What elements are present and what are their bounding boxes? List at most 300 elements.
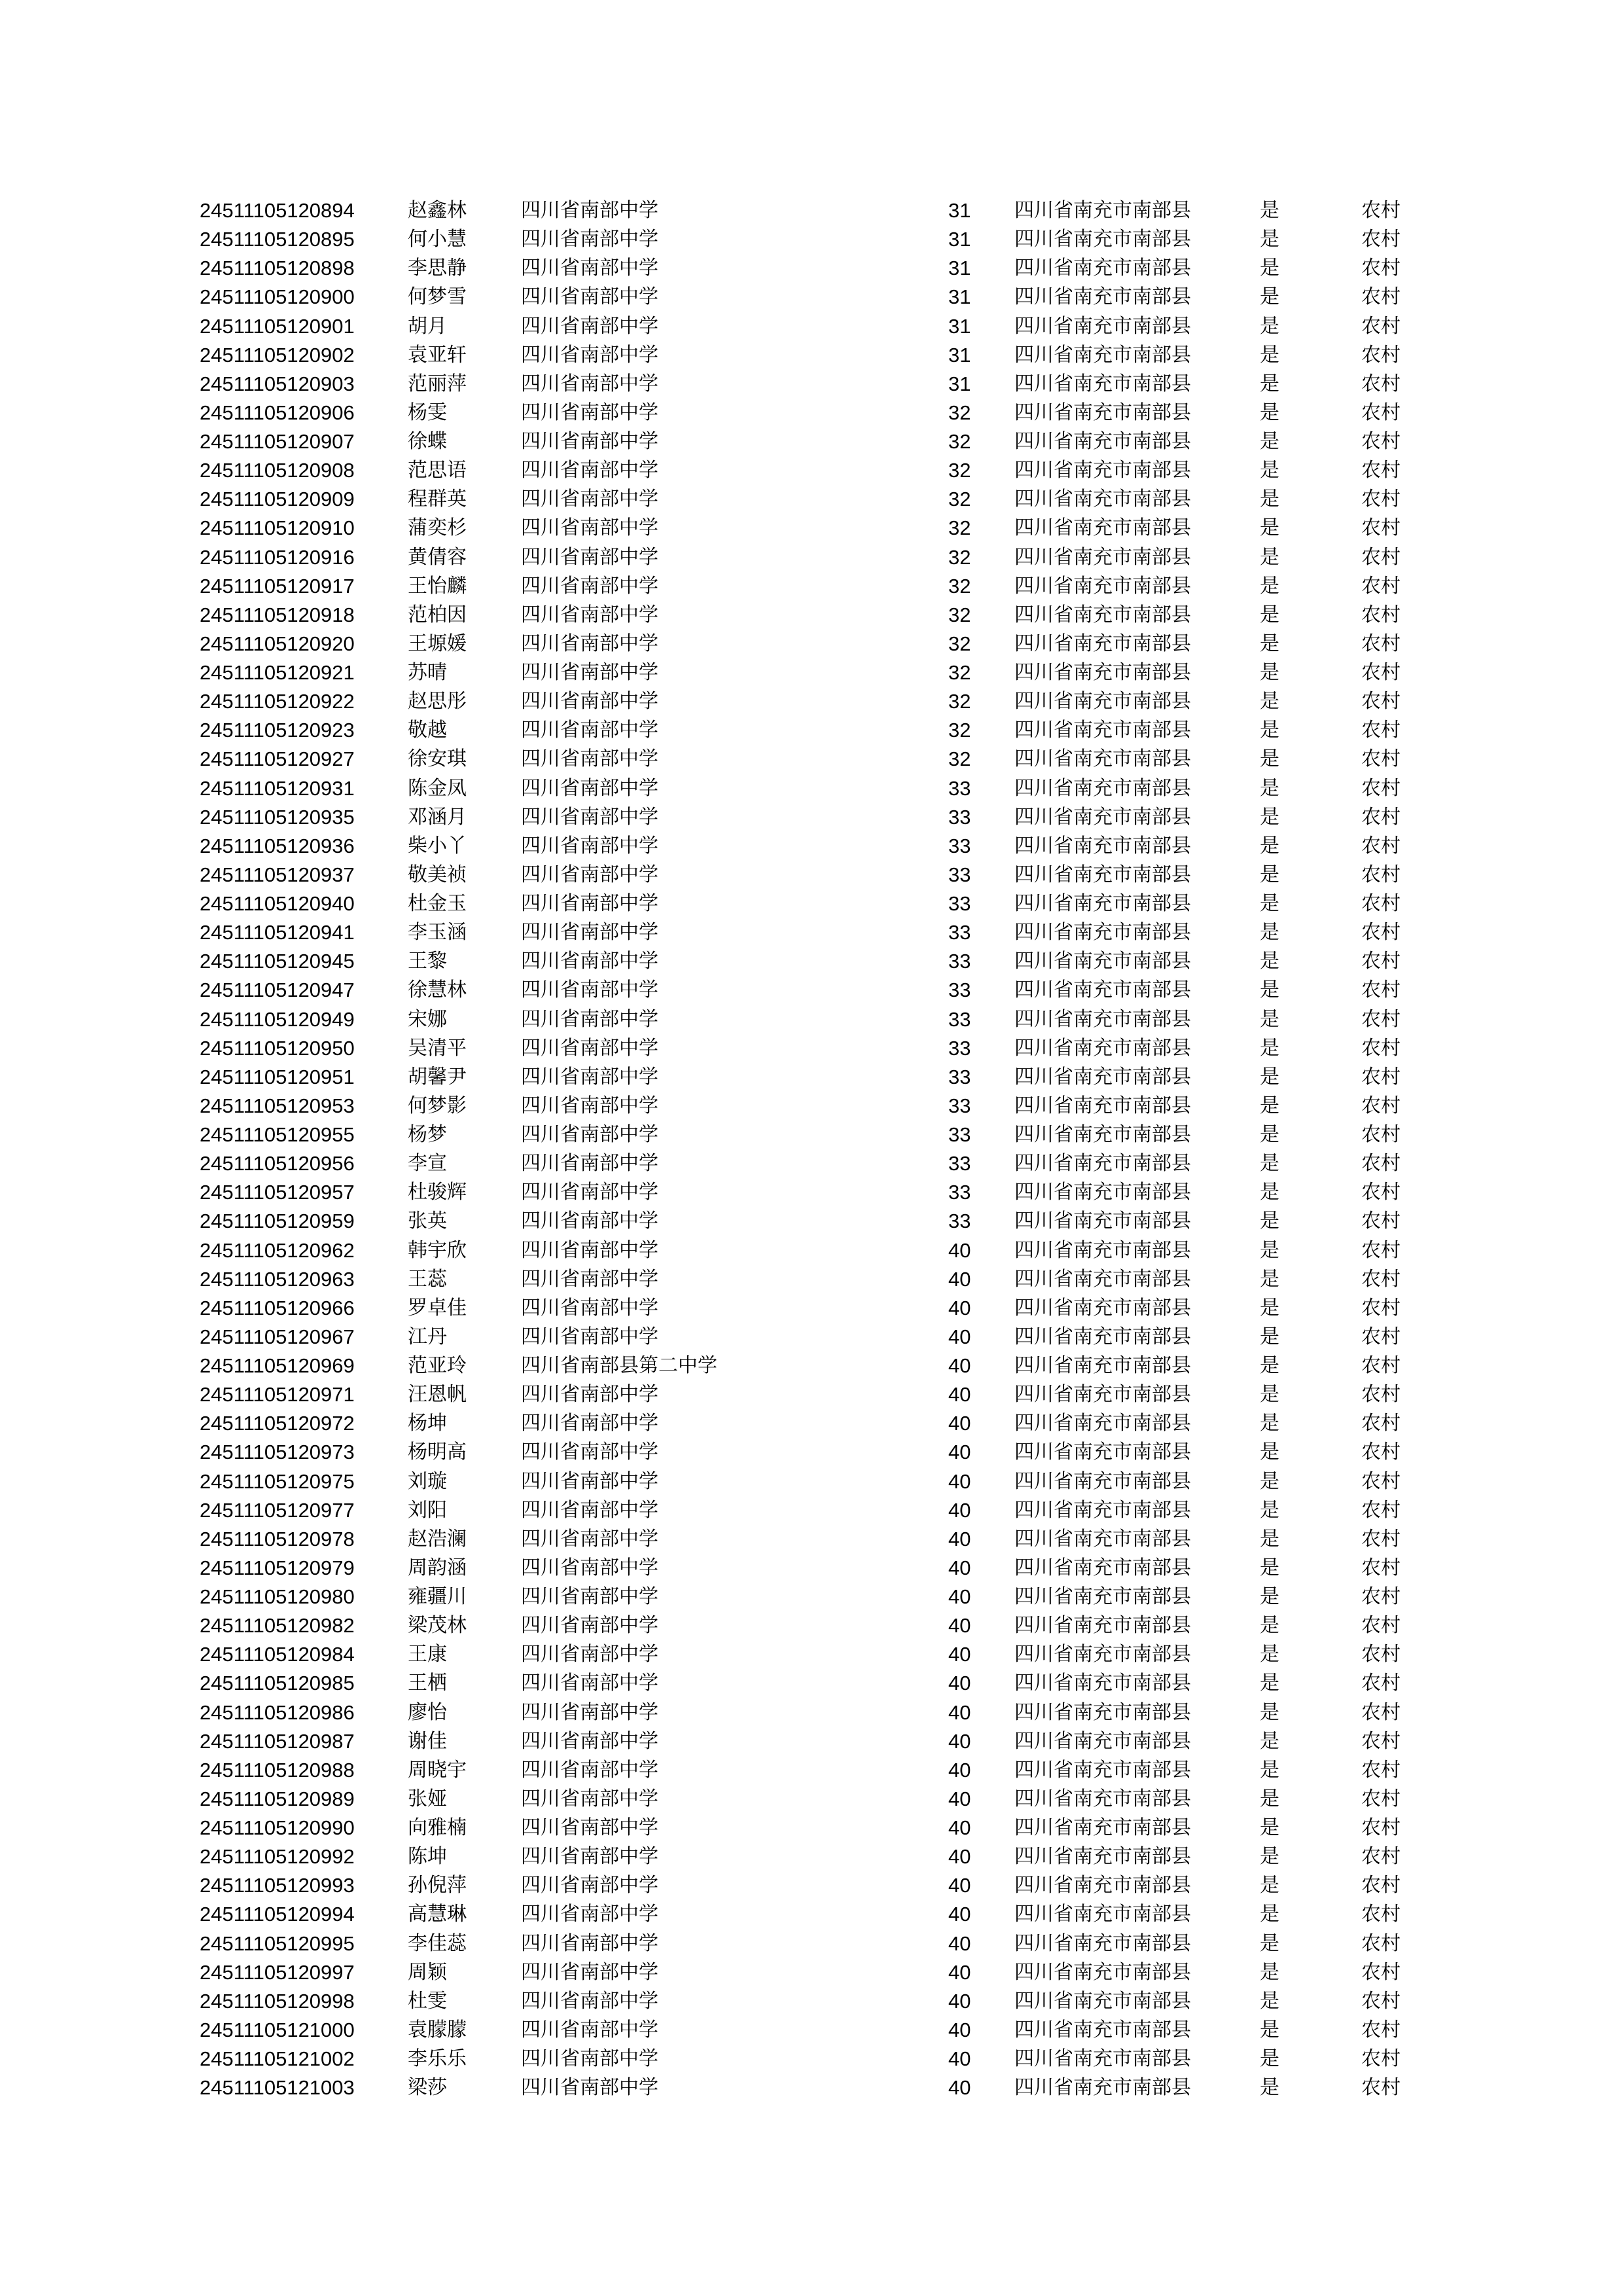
exam-id-cell: 24511105120951 — [200, 1065, 355, 1088]
region-cell: 四川省南充市南部县 — [1014, 2076, 1191, 2100]
school-cell: 四川省南部中学 — [521, 834, 658, 857]
exam-id-cell: 24511105120953 — [200, 1094, 355, 1117]
flag-cell: 是 — [1260, 892, 1279, 915]
code-cell: 40 — [948, 2076, 971, 2100]
flag-cell: 是 — [1260, 1527, 1279, 1551]
region-cell: 四川省南充市南部县 — [1014, 1556, 1191, 1579]
area-type-cell: 农村 — [1361, 921, 1400, 944]
exam-id-cell: 24511105120937 — [200, 863, 355, 886]
school-cell: 四川省南部中学 — [521, 1903, 658, 1926]
code-cell: 33 — [948, 1036, 971, 1060]
exam-id-cell: 24511105120931 — [200, 776, 355, 800]
student-name-cell: 王怡麟 — [408, 574, 467, 598]
table-row — [0, 312, 1623, 341]
table-row — [0, 1842, 1623, 1871]
region-cell: 四川省南充市南部县 — [1014, 632, 1191, 655]
exam-id-cell: 24511105120940 — [200, 892, 355, 915]
code-cell: 33 — [948, 892, 971, 915]
code-cell: 40 — [948, 1989, 971, 2013]
flag-cell: 是 — [1260, 1383, 1279, 1407]
area-type-cell: 农村 — [1361, 1383, 1400, 1407]
school-cell: 四川省南部中学 — [521, 719, 658, 742]
region-cell: 四川省南充市南部县 — [1014, 805, 1191, 829]
flag-cell: 是 — [1260, 1960, 1279, 1984]
code-cell: 31 — [948, 285, 971, 309]
exam-id-cell: 24511105121003 — [200, 2076, 355, 2100]
table-row — [0, 918, 1623, 947]
table-row — [0, 1496, 1623, 1525]
region-cell: 四川省南充市南部县 — [1014, 921, 1191, 944]
code-cell: 40 — [948, 1412, 971, 1435]
area-type-cell: 农村 — [1361, 1960, 1400, 1984]
exam-id-cell: 24511105120972 — [200, 1412, 355, 1435]
exam-id-cell: 24511105120994 — [200, 1903, 355, 1926]
school-cell: 四川省南部中学 — [521, 228, 658, 251]
region-cell: 四川省南充市南部县 — [1014, 314, 1191, 338]
exam-id-cell: 24511105120910 — [200, 516, 355, 540]
area-type-cell: 农村 — [1361, 545, 1400, 569]
student-name-cell: 向雅楠 — [408, 1816, 467, 1839]
code-cell: 40 — [948, 1874, 971, 1897]
school-cell: 四川省南部中学 — [521, 690, 658, 713]
area-type-cell: 农村 — [1361, 1758, 1400, 1782]
area-type-cell: 农村 — [1361, 1845, 1400, 1869]
region-cell: 四川省南充市南部县 — [1014, 488, 1191, 511]
flag-cell: 是 — [1260, 459, 1279, 482]
table-row — [0, 341, 1623, 370]
region-cell: 四川省南充市南部县 — [1014, 1441, 1191, 1464]
area-type-cell: 农村 — [1361, 1556, 1400, 1579]
student-name-cell: 张娅 — [408, 1787, 447, 1810]
exam-id-cell: 24511105120967 — [200, 1325, 355, 1348]
area-type-cell: 农村 — [1361, 690, 1400, 713]
region-cell: 四川省南充市南部县 — [1014, 401, 1191, 424]
exam-id-cell: 24511105120988 — [200, 1758, 355, 1782]
code-cell: 32 — [948, 516, 971, 540]
exam-id-cell: 24511105120894 — [200, 199, 355, 222]
exam-id-cell: 24511105120909 — [200, 488, 355, 511]
school-cell: 四川省南部中学 — [521, 603, 658, 626]
region-cell: 四川省南充市南部县 — [1014, 1585, 1191, 1608]
student-name-cell: 李佳蕊 — [408, 1931, 467, 1955]
code-cell: 40 — [948, 1556, 971, 1579]
flag-cell: 是 — [1260, 372, 1279, 395]
code-cell: 32 — [948, 632, 971, 655]
code-cell: 40 — [948, 1469, 971, 1493]
exam-id-cell: 24511105120950 — [200, 1036, 355, 1060]
code-cell: 33 — [948, 1065, 971, 1088]
table-row — [0, 1352, 1623, 1380]
exam-id-cell: 24511105120959 — [200, 1210, 355, 1233]
school-cell: 四川省南部中学 — [521, 1094, 658, 1117]
exam-id-cell: 24511105120900 — [200, 285, 355, 309]
flag-cell: 是 — [1260, 1210, 1279, 1233]
student-name-cell: 李宣 — [408, 1152, 447, 1175]
region-cell: 四川省南充市南部县 — [1014, 1065, 1191, 1088]
code-cell: 33 — [948, 1007, 971, 1031]
table-row — [0, 1034, 1623, 1063]
code-cell: 33 — [948, 1123, 971, 1146]
table-row — [0, 1583, 1623, 1611]
area-type-cell: 农村 — [1361, 1498, 1400, 1522]
flag-cell: 是 — [1260, 1238, 1279, 1262]
region-cell: 四川省南充市南部县 — [1014, 1325, 1191, 1348]
region-cell: 四川省南充市南部县 — [1014, 1412, 1191, 1435]
code-cell: 40 — [948, 1700, 971, 1724]
exam-id-cell: 24511105120906 — [200, 401, 355, 424]
code-cell: 40 — [948, 1816, 971, 1839]
table-row — [0, 832, 1623, 861]
table-row — [0, 1611, 1623, 1640]
school-cell: 四川省南部中学 — [521, 776, 658, 800]
table-row — [0, 225, 1623, 254]
flag-cell: 是 — [1260, 921, 1279, 944]
code-cell: 31 — [948, 343, 971, 367]
table-row — [0, 1698, 1623, 1727]
region-cell: 四川省南充市南部县 — [1014, 459, 1191, 482]
table-row — [0, 196, 1623, 225]
student-name-cell: 杜雯 — [408, 1989, 447, 2013]
code-cell: 32 — [948, 690, 971, 713]
school-cell: 四川省南部中学 — [521, 285, 658, 309]
area-type-cell: 农村 — [1361, 430, 1400, 453]
region-cell: 四川省南充市南部县 — [1014, 776, 1191, 800]
exam-id-cell: 24511105120903 — [200, 372, 355, 395]
flag-cell: 是 — [1260, 719, 1279, 742]
region-cell: 四川省南充市南部县 — [1014, 1354, 1191, 1377]
table-row — [0, 514, 1623, 543]
area-type-cell: 农村 — [1361, 892, 1400, 915]
code-cell: 40 — [948, 1729, 971, 1753]
student-name-cell: 徐慧林 — [408, 978, 467, 1002]
area-type-cell: 农村 — [1361, 1267, 1400, 1291]
region-cell: 四川省南充市南部县 — [1014, 1845, 1191, 1869]
student-name-cell: 刘璇 — [408, 1469, 447, 1493]
region-cell: 四川省南充市南部县 — [1014, 863, 1191, 886]
table-row — [0, 543, 1623, 572]
flag-cell: 是 — [1260, 1643, 1279, 1666]
region-cell: 四川省南充市南部县 — [1014, 1498, 1191, 1522]
area-type-cell: 农村 — [1361, 199, 1400, 222]
table-row — [0, 1785, 1623, 1814]
flag-cell: 是 — [1260, 1267, 1279, 1291]
area-type-cell: 农村 — [1361, 1152, 1400, 1175]
student-name-cell: 雍疆川 — [408, 1585, 467, 1608]
table-row — [0, 774, 1623, 803]
table-row — [0, 1525, 1623, 1554]
school-cell: 四川省南部中学 — [521, 516, 658, 540]
area-type-cell: 农村 — [1361, 834, 1400, 857]
school-cell: 四川省南部中学 — [521, 1960, 658, 1984]
region-cell: 四川省南充市南部县 — [1014, 1614, 1191, 1638]
area-type-cell: 农村 — [1361, 1787, 1400, 1810]
table-row — [0, 658, 1623, 687]
school-cell: 四川省南部中学 — [521, 863, 658, 886]
school-cell: 四川省南部中学 — [521, 314, 658, 338]
table-row — [0, 2016, 1623, 2045]
school-cell: 四川省南部中学 — [521, 892, 658, 915]
school-cell: 四川省南部中学 — [521, 1469, 658, 1493]
code-cell: 40 — [948, 1383, 971, 1407]
region-cell: 四川省南充市南部县 — [1014, 1267, 1191, 1291]
table-row — [0, 1178, 1623, 1207]
area-type-cell: 农村 — [1361, 1903, 1400, 1926]
flag-cell: 是 — [1260, 1152, 1279, 1175]
table-row — [0, 485, 1623, 514]
exam-id-cell: 24511105120917 — [200, 574, 355, 598]
area-type-cell: 农村 — [1361, 1816, 1400, 1839]
region-cell: 四川省南充市南部县 — [1014, 1903, 1191, 1926]
area-type-cell: 农村 — [1361, 1874, 1400, 1897]
exam-id-cell: 24511105120977 — [200, 1498, 355, 1522]
region-cell: 四川省南充市南部县 — [1014, 1210, 1191, 1233]
student-name-cell: 廖怡 — [408, 1700, 447, 1724]
table-row — [0, 1871, 1623, 1900]
school-cell: 四川省南部中学 — [521, 1036, 658, 1060]
exam-id-cell: 24511105120995 — [200, 1931, 355, 1955]
student-name-cell: 李思静 — [408, 257, 467, 280]
flag-cell: 是 — [1260, 1036, 1279, 1060]
school-cell: 四川省南部中学 — [521, 1181, 658, 1204]
school-cell: 四川省南部中学 — [521, 1643, 658, 1666]
area-type-cell: 农村 — [1361, 978, 1400, 1002]
region-cell: 四川省南充市南部县 — [1014, 978, 1191, 1002]
student-name-cell: 梁茂林 — [408, 1614, 467, 1638]
table-row — [0, 1554, 1623, 1583]
table-row — [0, 1669, 1623, 1698]
school-cell: 四川省南部中学 — [521, 2047, 658, 2070]
code-cell: 40 — [948, 2047, 971, 2070]
school-cell: 四川省南部中学 — [521, 1729, 658, 1753]
code-cell: 40 — [948, 1267, 971, 1291]
area-type-cell: 农村 — [1361, 1181, 1400, 1204]
student-name-cell: 周颖 — [408, 1960, 447, 1984]
flag-cell: 是 — [1260, 314, 1279, 338]
exam-id-cell: 24511105120923 — [200, 719, 355, 742]
exam-id-cell: 24511105120962 — [200, 1238, 355, 1262]
area-type-cell: 农村 — [1361, 1296, 1400, 1319]
table-row — [0, 1987, 1623, 2016]
area-type-cell: 农村 — [1361, 1007, 1400, 1031]
student-name-cell: 江丹 — [408, 1325, 447, 1348]
code-cell: 40 — [948, 1238, 971, 1262]
school-cell: 四川省南部中学 — [521, 632, 658, 655]
school-cell: 四川省南部中学 — [521, 978, 658, 1002]
school-cell: 四川省南部中学 — [521, 1123, 658, 1146]
region-cell: 四川省南充市南部县 — [1014, 1238, 1191, 1262]
exam-id-cell: 24511105120984 — [200, 1643, 355, 1666]
area-type-cell: 农村 — [1361, 2076, 1400, 2100]
area-type-cell: 农村 — [1361, 1354, 1400, 1377]
code-cell: 40 — [948, 1614, 971, 1638]
student-name-cell: 周韵涵 — [408, 1556, 467, 1579]
flag-cell: 是 — [1260, 1007, 1279, 1031]
code-cell: 40 — [948, 1758, 971, 1782]
school-cell: 四川省南部中学 — [521, 343, 658, 367]
exam-id-cell: 24511105120986 — [200, 1700, 355, 1724]
school-cell: 四川省南部中学 — [521, 1816, 658, 1839]
table-row — [0, 254, 1623, 283]
student-name-cell: 何梦雪 — [408, 285, 467, 309]
student-name-cell: 敬越 — [408, 719, 447, 742]
flag-cell: 是 — [1260, 516, 1279, 540]
student-name-cell: 程群英 — [408, 488, 467, 511]
school-cell: 四川省南部中学 — [521, 199, 658, 222]
exam-id-cell: 24511105120916 — [200, 545, 355, 569]
code-cell: 33 — [948, 776, 971, 800]
table-row — [0, 1207, 1623, 1236]
code-cell: 31 — [948, 199, 971, 222]
school-cell: 四川省南部中学 — [521, 1700, 658, 1724]
code-cell: 31 — [948, 228, 971, 251]
area-type-cell: 农村 — [1361, 1643, 1400, 1666]
region-cell: 四川省南充市南部县 — [1014, 1672, 1191, 1695]
flag-cell: 是 — [1260, 1181, 1279, 1204]
area-type-cell: 农村 — [1361, 257, 1400, 280]
table-row — [0, 1438, 1623, 1467]
region-cell: 四川省南充市南部县 — [1014, 343, 1191, 367]
school-cell: 四川省南部中学 — [521, 805, 658, 829]
exam-id-cell: 24511105120902 — [200, 343, 355, 367]
student-name-cell: 范丽萍 — [408, 372, 467, 395]
student-table — [0, 196, 1623, 2102]
flag-cell: 是 — [1260, 1123, 1279, 1146]
table-row — [0, 2045, 1623, 2073]
flag-cell: 是 — [1260, 690, 1279, 713]
flag-cell: 是 — [1260, 978, 1279, 1002]
area-type-cell: 农村 — [1361, 488, 1400, 511]
flag-cell: 是 — [1260, 1700, 1279, 1724]
area-type-cell: 农村 — [1361, 632, 1400, 655]
student-name-cell: 袁亚轩 — [408, 343, 467, 367]
exam-id-cell: 24511105120998 — [200, 1989, 355, 2013]
table-row — [0, 399, 1623, 427]
table-row — [0, 687, 1623, 716]
table-row — [0, 745, 1623, 774]
region-cell: 四川省南充市南部县 — [1014, 516, 1191, 540]
area-type-cell: 农村 — [1361, 516, 1400, 540]
area-type-cell: 农村 — [1361, 1931, 1400, 1955]
student-name-cell: 邓涵月 — [408, 805, 467, 829]
table-row — [0, 2073, 1623, 2102]
table-row — [0, 1092, 1623, 1121]
flag-cell: 是 — [1260, 1845, 1279, 1869]
exam-id-cell: 24511105120901 — [200, 314, 355, 338]
code-cell: 40 — [948, 1441, 971, 1464]
flag-cell: 是 — [1260, 747, 1279, 771]
area-type-cell: 农村 — [1361, 314, 1400, 338]
student-name-cell: 梁莎 — [408, 2076, 447, 2100]
area-type-cell: 农村 — [1361, 401, 1400, 424]
exam-id-cell: 24511105120907 — [200, 430, 355, 453]
flag-cell: 是 — [1260, 401, 1279, 424]
school-cell: 四川省南部中学 — [521, 1238, 658, 1262]
student-name-cell: 韩宇欣 — [408, 1238, 467, 1262]
area-type-cell: 农村 — [1361, 459, 1400, 482]
area-type-cell: 农村 — [1361, 747, 1400, 771]
code-cell: 32 — [948, 488, 971, 511]
exam-id-cell: 24511105121000 — [200, 2018, 355, 2041]
region-cell: 四川省南充市南部县 — [1014, 747, 1191, 771]
area-type-cell: 农村 — [1361, 1527, 1400, 1551]
flag-cell: 是 — [1260, 1758, 1279, 1782]
student-name-cell: 胡月 — [408, 314, 447, 338]
school-cell: 四川省南部中学 — [521, 661, 658, 684]
student-name-cell: 敬美祯 — [408, 863, 467, 886]
table-row — [0, 803, 1623, 832]
area-type-cell: 农村 — [1361, 805, 1400, 829]
area-type-cell: 农村 — [1361, 1729, 1400, 1753]
exam-id-cell: 24511105120985 — [200, 1672, 355, 1695]
flag-cell: 是 — [1260, 1614, 1279, 1638]
exam-id-cell: 24511105120920 — [200, 632, 355, 655]
exam-id-cell: 24511105120978 — [200, 1527, 355, 1551]
school-cell: 四川省南部中学 — [521, 950, 658, 973]
flag-cell: 是 — [1260, 2047, 1279, 2070]
table-row — [0, 1814, 1623, 1842]
table-row — [0, 370, 1623, 399]
region-cell: 四川省南充市南部县 — [1014, 1296, 1191, 1319]
area-type-cell: 农村 — [1361, 950, 1400, 973]
school-cell: 四川省南部中学 — [521, 1614, 658, 1638]
area-type-cell: 农村 — [1361, 574, 1400, 598]
area-type-cell: 农村 — [1361, 719, 1400, 742]
code-cell: 33 — [948, 863, 971, 886]
student-name-cell: 袁朦朦 — [408, 2018, 467, 2041]
school-cell: 四川省南部中学 — [521, 372, 658, 395]
table-row — [0, 1756, 1623, 1785]
region-cell: 四川省南充市南部县 — [1014, 199, 1191, 222]
flag-cell: 是 — [1260, 1412, 1279, 1435]
school-cell: 四川省南部县第二中学 — [521, 1354, 717, 1377]
code-cell: 32 — [948, 719, 971, 742]
area-type-cell: 农村 — [1361, 1325, 1400, 1348]
area-type-cell: 农村 — [1361, 603, 1400, 626]
region-cell: 四川省南充市南部县 — [1014, 1094, 1191, 1117]
exam-id-cell: 24511105120898 — [200, 257, 355, 280]
exam-id-cell: 24511105120990 — [200, 1816, 355, 1839]
table-row — [0, 1236, 1623, 1265]
school-cell: 四川省南部中学 — [521, 1267, 658, 1291]
flag-cell: 是 — [1260, 1874, 1279, 1897]
flag-cell: 是 — [1260, 1441, 1279, 1464]
student-name-cell: 杨明高 — [408, 1441, 467, 1464]
exam-id-cell: 24511105120949 — [200, 1007, 355, 1031]
region-cell: 四川省南充市南部县 — [1014, 1527, 1191, 1551]
exam-id-cell: 24511105120980 — [200, 1585, 355, 1608]
table-row — [0, 1149, 1623, 1178]
school-cell: 四川省南部中学 — [521, 257, 658, 280]
flag-cell: 是 — [1260, 1498, 1279, 1522]
code-cell: 40 — [948, 1354, 971, 1377]
school-cell: 四川省南部中学 — [521, 1787, 658, 1810]
school-cell: 四川省南部中学 — [521, 1758, 658, 1782]
region-cell: 四川省南充市南部县 — [1014, 1989, 1191, 2013]
region-cell: 四川省南充市南部县 — [1014, 372, 1191, 395]
exam-id-cell: 24511105120908 — [200, 459, 355, 482]
area-type-cell: 农村 — [1361, 1585, 1400, 1608]
flag-cell: 是 — [1260, 2018, 1279, 2041]
region-cell: 四川省南充市南部县 — [1014, 1816, 1191, 1839]
school-cell: 四川省南部中学 — [521, 1498, 658, 1522]
student-name-cell: 何小慧 — [408, 228, 467, 251]
area-type-cell: 农村 — [1361, 1672, 1400, 1695]
area-type-cell: 农村 — [1361, 343, 1400, 367]
flag-cell: 是 — [1260, 1556, 1279, 1579]
student-name-cell: 徐蝶 — [408, 430, 447, 453]
student-name-cell: 范柏因 — [408, 603, 467, 626]
student-name-cell: 杨梦 — [408, 1123, 447, 1146]
